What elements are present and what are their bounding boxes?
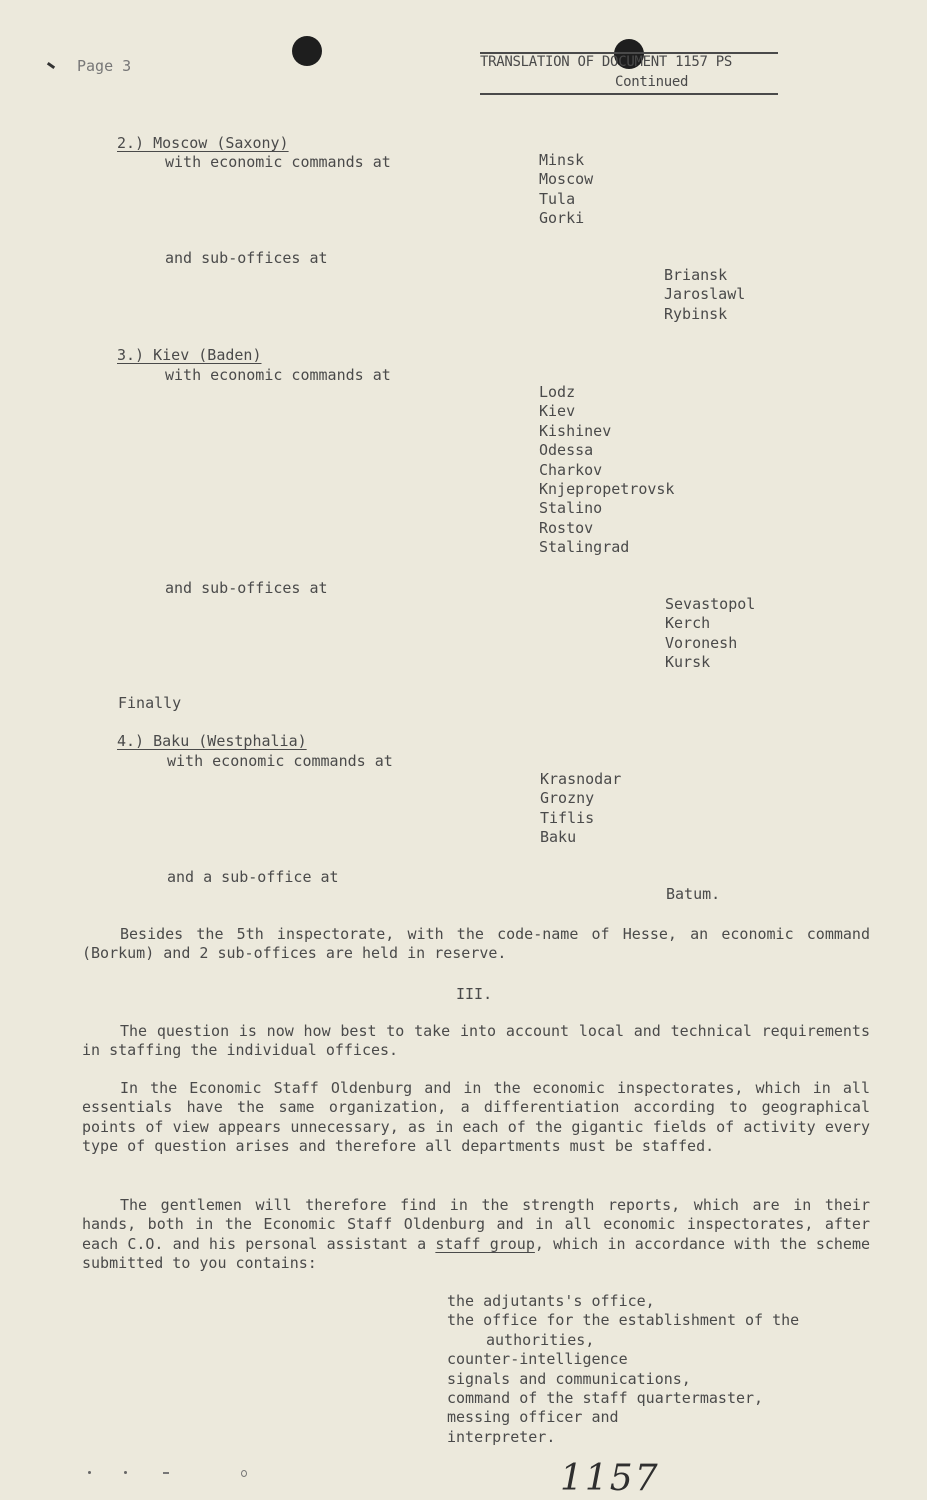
punch-hole-left: [292, 36, 322, 66]
page-label: Page 3: [77, 57, 132, 75]
location-name: Baku: [540, 828, 577, 847]
section-numeral: III.: [456, 985, 493, 1003]
oldenburg-paragraph: [82, 1079, 870, 1157]
kiev-heading: [117, 346, 262, 365]
location-name: Odessa: [539, 441, 594, 460]
moscow-heading-text: 2.) Moscow (Saxony): [117, 134, 289, 152]
location-name: Rostov: [539, 518, 594, 537]
handwritten-document-number: 1157: [560, 1458, 660, 1499]
footer-speck: [124, 1471, 127, 1474]
staff-group-item: counter-intelligence: [447, 1350, 628, 1369]
staff-group-item: messing officer and: [447, 1408, 619, 1427]
baku-suboffice-value: Batum.: [666, 885, 721, 903]
location-name: Kerch: [665, 614, 711, 633]
staff-group-term: staff group: [435, 1234, 535, 1253]
kiev-heading-text: 3.) Kiev (Baden): [117, 346, 262, 364]
kiev-commands-list: [539, 383, 674, 558]
gentlemen-text-before: The gentlemen will therefore find in the strength reports, which are in their hands, both in the Economic Staff Oldenburg and in all economic inspectorates, after each C.O. and his personal assistant a: [82, 1196, 870, 1253]
location-name: Jaroslawl: [664, 285, 746, 304]
kiev-suboffices-list: [665, 595, 755, 673]
gentlemen-text-after: , which in accordance with the scheme submitted to you contains:: [82, 1234, 871, 1273]
location-name: Tiflis: [540, 808, 595, 827]
location-name: Sevastopol: [665, 595, 756, 613]
location-name: Minsk: [539, 151, 585, 169]
staff-group-item: signals and communications,: [447, 1369, 691, 1388]
moscow-commands-list: [539, 151, 593, 229]
footer-speck: [241, 1470, 247, 1477]
moscow-suboffices-list: [664, 266, 745, 324]
location-name: Krasnodar: [540, 770, 622, 788]
staff-group-item: the office for the establishment of the: [447, 1311, 800, 1330]
reserve-paragraph: [82, 925, 870, 964]
location-name: Kursk: [665, 653, 711, 672]
location-name: Charkov: [539, 460, 603, 479]
staff-group-item: interpreter.: [447, 1427, 556, 1446]
finally-text: Finally: [118, 694, 182, 712]
gentlemen-paragraph: [82, 1196, 870, 1274]
moscow-suboffices-label: and sub-offices at: [165, 249, 328, 267]
location-name: Briansk: [664, 266, 728, 284]
location-name: Moscow: [539, 170, 594, 189]
baku-heading-text: 4.) Baku (Westphalia): [117, 732, 307, 750]
location-name: Kiev: [539, 402, 576, 421]
staff-group-item: the adjutants's office,: [447, 1292, 655, 1310]
kiev-commands-label: with economic commands at: [165, 366, 391, 384]
location-name: Rybinsk: [664, 304, 728, 323]
header-subtitle: Continued: [615, 74, 689, 90]
baku-commands-list: [540, 770, 621, 848]
moscow-heading: [117, 134, 289, 153]
location-name: Kishinev: [539, 421, 612, 440]
kiev-suboffices-label: and sub-offices at: [165, 579, 328, 597]
location-name: Tula: [539, 189, 576, 208]
staff-group-list: [447, 1292, 799, 1447]
oldenburg-paragraph-text: In the Economic Staff Oldenburg and in the economic inspectorates, which in all essentials have the same organization, a differentiation according to geographical points of view appears unnecessary, as in each of the gigantic fields of activity every type of question arises and therefore all departments must be staffed.: [82, 1079, 870, 1156]
staff-group-item: command of the staff quartermaster,: [447, 1389, 764, 1408]
location-name: Stalingrad: [539, 538, 630, 557]
baku-commands-label: with economic commands at: [167, 752, 393, 770]
location-name: Gorki: [539, 209, 585, 228]
reserve-paragraph-text: Besides the 5th inspectorate, with the code-name of Hesse, an economic command (Borkum) and 2 sub-offices are held in reserve.: [82, 925, 870, 963]
location-name: Lodz: [539, 383, 576, 401]
footer-speck: [88, 1471, 91, 1474]
header-bottom-rule: [480, 93, 778, 95]
location-name: Voronesh: [665, 633, 738, 652]
baku-suboffice-label: and a sub-office at: [167, 868, 339, 886]
question-paragraph: [82, 1022, 870, 1061]
location-name: Knjepropetrovsk: [539, 480, 675, 499]
location-name: Grozny: [540, 789, 595, 808]
location-name: Stalino: [539, 499, 603, 518]
footer-speck: [163, 1472, 169, 1474]
moscow-commands-label: with economic commands at: [165, 153, 391, 171]
staff-group-item: authorities,: [486, 1330, 595, 1349]
baku-heading: [117, 732, 307, 751]
question-paragraph-text: The question is now how best to take into account local and technical requirements in staffing the individual offices.: [82, 1022, 870, 1060]
header-title: TRANSLATION OF DOCUMENT 1157 PS: [480, 54, 732, 70]
stray-mark: [47, 62, 55, 69]
